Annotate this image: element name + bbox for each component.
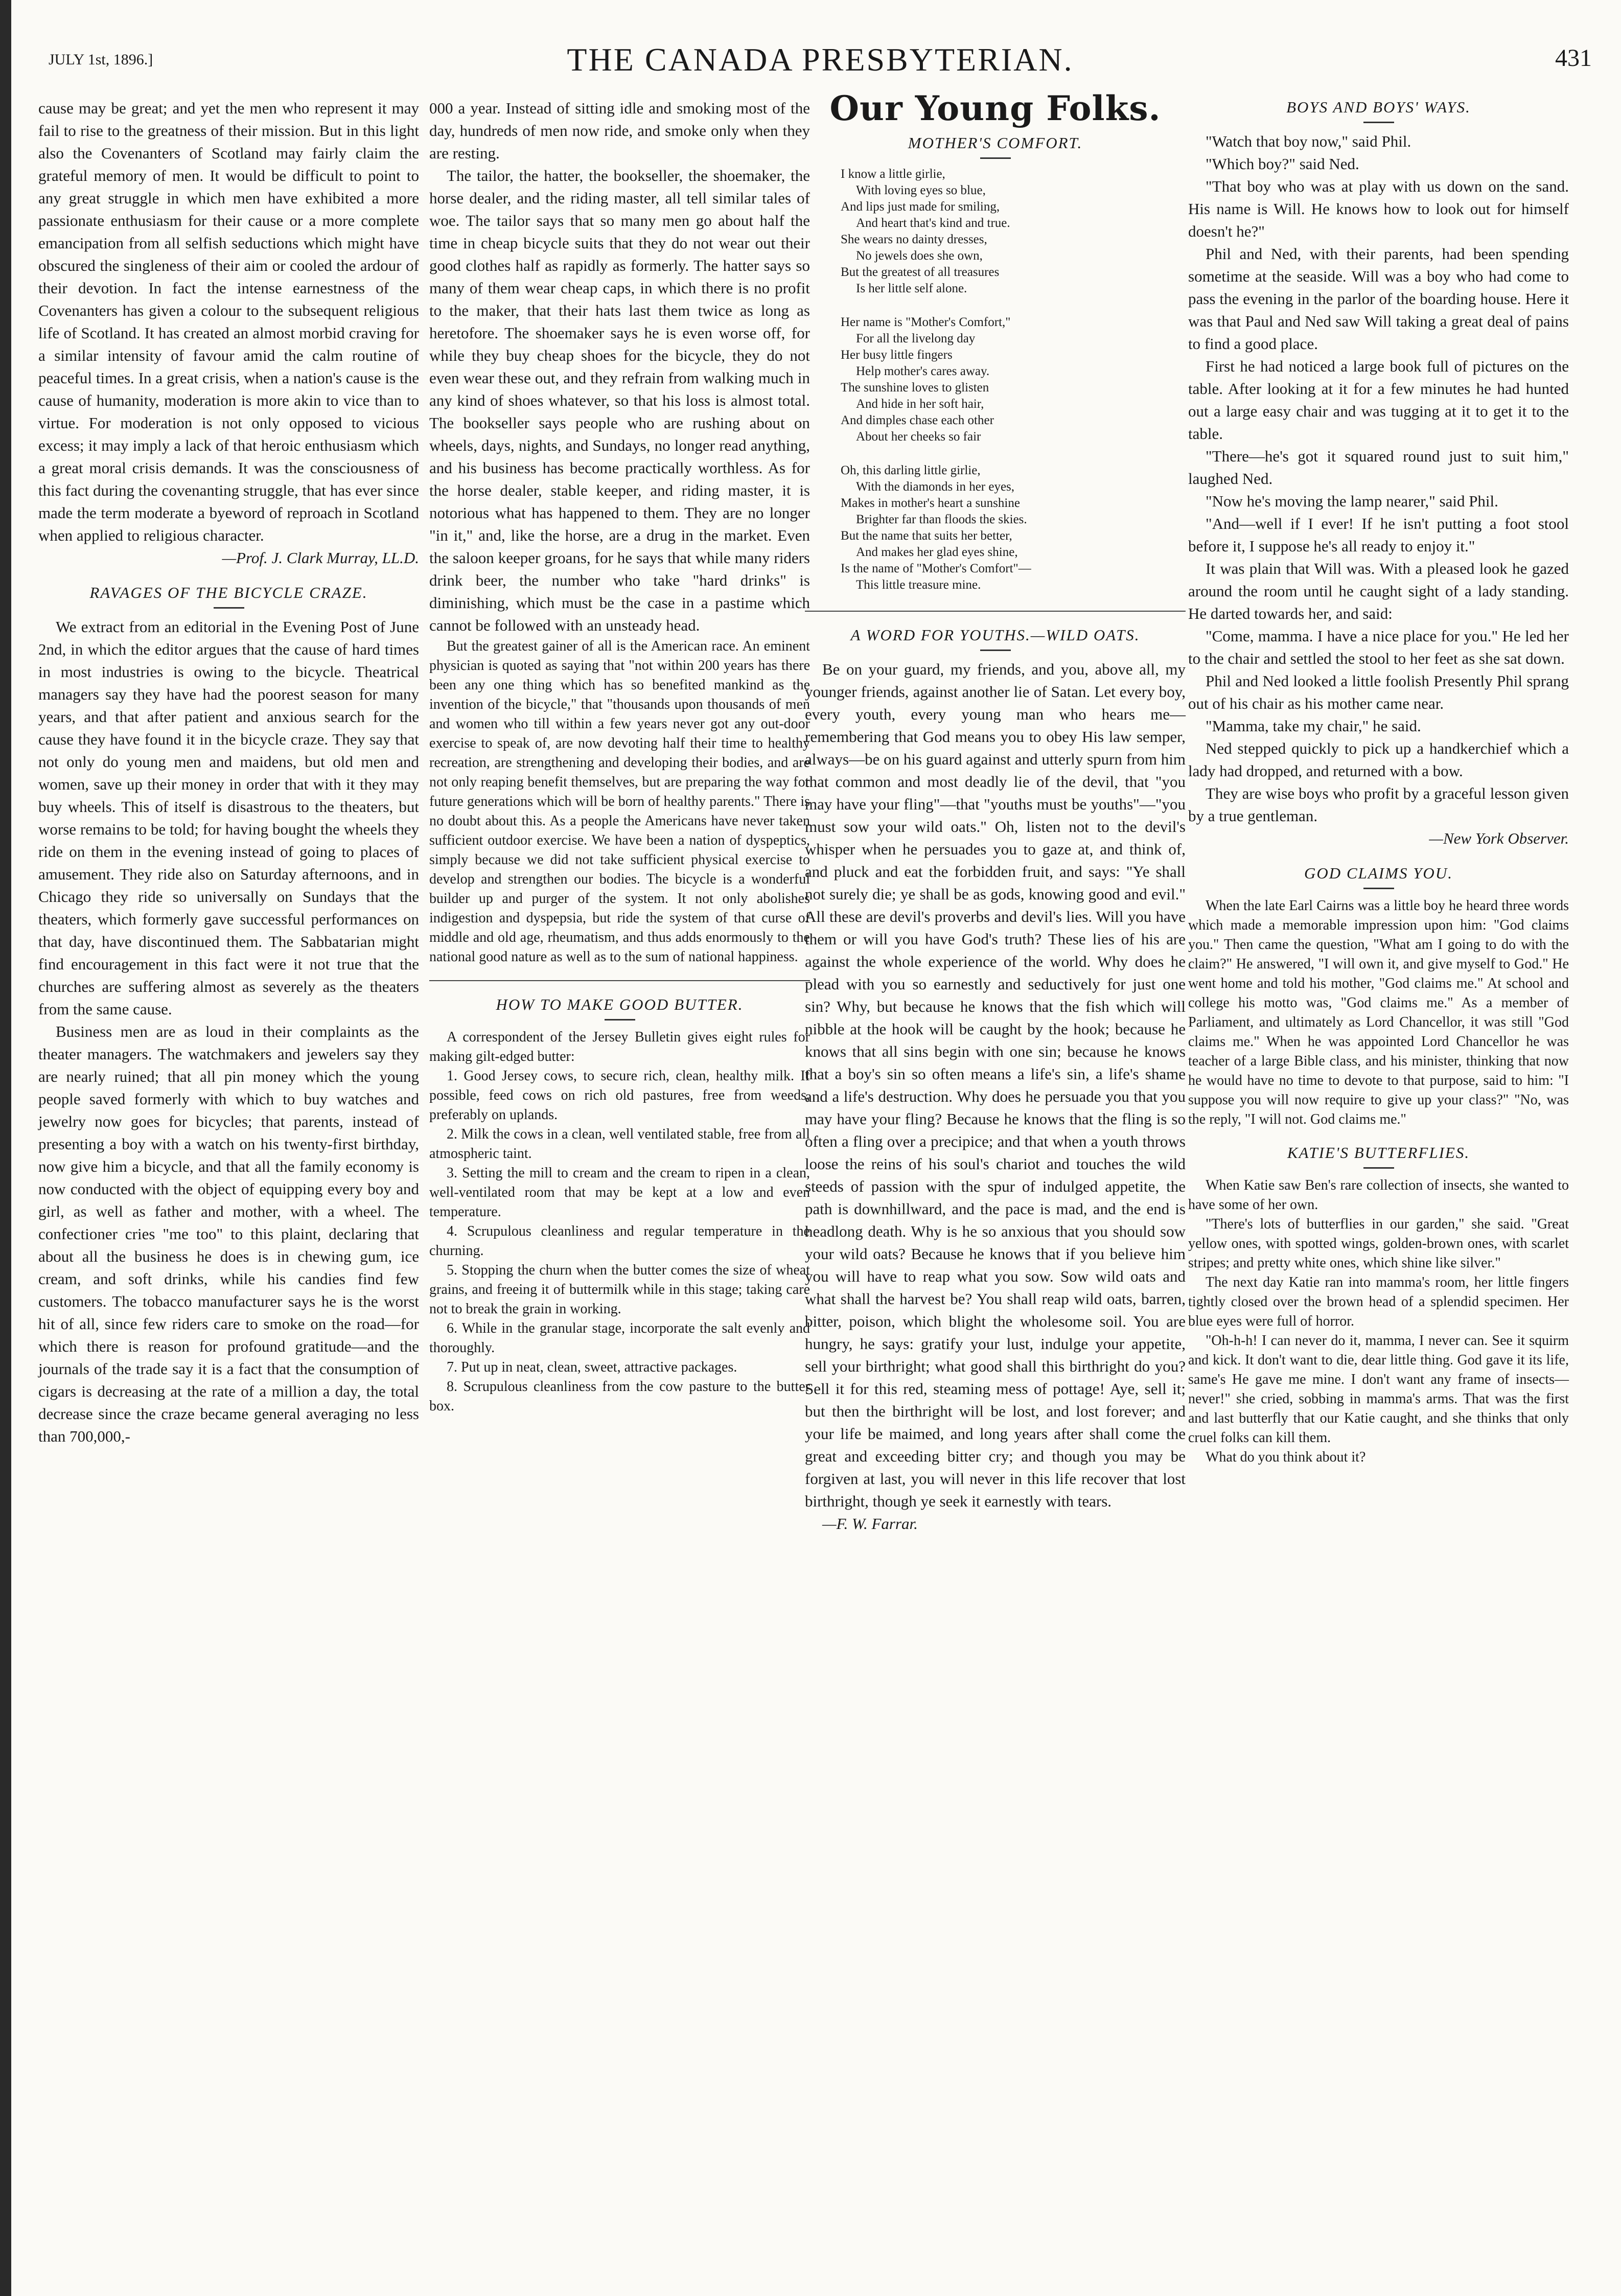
poem-line: This little treasure mine. [856, 578, 981, 592]
butter-intro: A correspondent of the Jersey Bulletin gives eight rules for making gilt-edged butter: [429, 1029, 810, 1064]
bicycle-paragraph-5: But the greatest gainer of all is the American race. An eminent physician is quoted as saying that "not within 200 years has there been any one thing which has so benefited mankind as the invention of the bicycle," that "thousands upon thousands of men and women who till within a few years never got any out-door exercise to speak of, are now devoting half their time to healthy recreation, are strengthening and developing their bodies, and are not only reaping benefit themselves, but are preparing the way for future generations which will be born of healthy parents." There is no doubt about this. As a people the Americans have never taken sufficient outdoor exercise. We have been a nation of dyspeptics, simply because we did not take sufficient physical exercise to develop and strengthen our bodies. The bicycle is a wonderful builder up and purger of the system. It not only abolishes indigestion and dyspepsia, but ride the system of that curse of middle and old age, rheumatism, and thus adds enormously to the national good nature as well as to the sum of national happiness. [429, 638, 810, 965]
poem-line: Her busy little fingers [841, 348, 953, 362]
heading-dash [605, 1019, 635, 1021]
column-4 [1188, 97, 1569, 1467]
butter-heading: HOW TO MAKE GOOD BUTTER. [496, 995, 744, 1013]
poem [805, 166, 1186, 593]
butterflies-paragraph: What do you think about it? [1206, 1449, 1366, 1465]
poem-line: And makes her glad eyes shine, [856, 545, 1018, 559]
heading-dash [980, 650, 1011, 651]
poem-line: Is the name of "Mother's Comfort"— [841, 562, 1031, 575]
boys-heading: BOYS AND BOYS' WAYS. [1286, 98, 1471, 116]
covenanters-paragraph: cause may be great; and yet the men who represent it may fail to rise to the greatness of their mission. But in this light also the Covenanters of Scotland may fairly claim the grateful memory of men. It would be difficult to point to any great struggle in which men have exhibited a more passionate enthusiasm for their cause or a more complete emancipation from all selfish seductions which might have obscured the singleness of their aim or cooled the ardour of their devotion. In fact the intense earnestness of the Covenanters has given a colour to the subsequent religious life of Scotland. It has created an almost morbid craving for a similar intensity of favour amid the calm routine of peaceful times. In a great crisis, when a nation's cause is the cause of humanity, moderation is more akin to vice than to virtue. For moderation is not only opposed to vicious excess; it may imply a lack of that heroic enthusiasm which a great moral crisis demands. It was the consciousness of this fact during the covenanting struggle, that has ever since made the term moderate a byeword of reproach in Scotland when applied to religious character. [38, 99, 419, 544]
poem-line: With loving eyes so blue, [856, 183, 986, 197]
poem-stanza-3 [841, 462, 1186, 593]
column-1 [38, 97, 419, 1448]
poem-line: Oh, this darling little girlie, [841, 463, 981, 477]
heading-dash [214, 607, 244, 609]
boys-paragraph: They are wise boys who profit by a graceful lesson given by a true gentleman. [1188, 784, 1569, 825]
poem-line: And dimples chase each other [841, 413, 994, 427]
poem-line: Her name is "Mother's Comfort," [841, 315, 1011, 329]
poem-line: I know a little girlie, [841, 167, 945, 181]
bicycle-paragraph-3: 000 a year. Instead of sitting idle and smoking most of the day, hundreds of men now ride, and smoke only when they are resting. [429, 99, 810, 162]
boys-paragraph: "Mamma, take my chair," he said. [1206, 717, 1421, 735]
boys-paragraph: First he had noticed a large book full of pictures on the table. After looking at it for a few minutes he had hunted out a large easy chair and was tugging at it to get it to the table. [1188, 357, 1569, 443]
poem-line: Brighter far than floods the skies. [856, 513, 1027, 526]
heading-dash [1363, 888, 1394, 889]
poem-line: She wears no dainty dresses, [841, 233, 987, 246]
section-banner: Our Young Folks. [829, 88, 1161, 128]
butterflies-paragraph: "There's lots of butterflies in our garden," she said. "Great yellow ones, with spotted wings, golden-brown ones, with scarlet stripes; and pretty white ones, which shine like silver." [1188, 1216, 1569, 1271]
poem-line: Is her little self alone. [856, 282, 967, 295]
issue-date: JULY 1st, 1896.] [49, 51, 153, 68]
poem-line: Makes in mother's heart a sunshine [841, 496, 1020, 510]
bicycle-paragraph-2: Business men are as loud in their complaints as the theater managers. The watchmakers and jewelers say they are nearly ruined; that all pin money which the young people saved formerly with which to buy watches and jewelry now goes for bicycles; that parents, instead of presenting a boy with a watch on his twenty-first birthday, now give him a bicycle, and that all the family economy is now conducted with the object of equipping every boy and girl, as well as father and mother, with a wheel. The confectioner cries "me too" to this plaint, declaring that about all the business he does is in chewing gum, ice cream, and soft drinks, while his candies find few customers. The tobacco manufacturer says he is the worst hit of all, since few riders care to smoke on the road—for which there is reason for profound gratitude—and the journals of the trade say it is a fact that the consumption of cigars is decreasing at the rate of a million a day, the total decrease since the craze became general averaging no less than 700,000,- [38, 1023, 419, 1445]
poem-line: Help mother's cares away. [856, 364, 990, 378]
boys-paragraph: Phil and Ned, with their parents, had been spending sometime at the seaside. Will was a boy who had come to pass the evening in the parlor of the boarding house. Here it was that Paul and Ned saw Will taking a great deal of pains to find a good place. [1188, 245, 1569, 353]
boys-paragraph: "Watch that boy now," said Phil. [1206, 132, 1411, 150]
boys-paragraph: It was plain that Will was. With a pleased look he gazed around the room until he caught sight of a lady standing. He darted towards her, and said: [1188, 560, 1569, 622]
wild-oats-heading: A WORD FOR YOUTHS.—WILD OATS. [850, 626, 1140, 644]
butterflies-paragraph: When Katie saw Ben's rare collection of insects, she wanted to have some of her own. [1188, 1177, 1569, 1213]
butter-rule-2: 2. Milk the cows in a clean, well ventilated stable, free from all atmospheric taint. [429, 1126, 810, 1162]
god-claims-paragraph: When the late Earl Cairns was a little boy he heard three words which made a memorable impression upon him: "God claims you." Then came the question, "What am I going to do with the claim?" He answered, "I will own it, and give myself to God." He went home and told his mother, "God claims me." At school and college his motto was, "God claims me." As a member of Parliament, and ultimately as Lord Chancellor, it was still "God claims me." When he was appointed Lord Chancellor he was teacher of a large Bible class, and his minister, thinking that now he would have no time to devote to that purpose, said to him: "I suppose you will now require to give up your class?" "No, was the reply, "I will not. God claims me." [1188, 898, 1569, 1127]
bicycle-heading: RAVAGES OF THE BICYCLE CRAZE. [89, 584, 368, 601]
heading-dash [1363, 122, 1394, 123]
bicycle-paragraph-1: We extract from an editorial in the Evening Post of June 2nd, in which the editor argues that the cause of hard times in most industries is owing to the bicycle. Theatrical managers say they have had the poorest season for many years, and that after patient and anxious search for the cause they have found it in the bicycle craze. They say that not only do young men and maidens, but old men and women, save up their money in order that with it they may buy wheels. This of itself is disastrous to the theaters, but worse remains to be told; for having bought the wheels they ride on them in the evening instead of going to places of amusement. They ride also on Saturday afternoons, and in Chicago they ride so universally on Sundays that the theaters, which formerly gave successful performances on that day, have discontinued them. The Sabbatarian might find encouragement in this fact were it not true that the churches are suffering almost as severely as the theaters from the same cause. [38, 618, 419, 1018]
column-2 [429, 97, 810, 1416]
butter-rule-6: 6. While in the granular stage, incorporate the salt evenly and thoroughly. [429, 1320, 810, 1356]
poem-line: And lips just made for smiling, [841, 200, 1000, 214]
poem-line: About her cheeks so fair [856, 430, 981, 444]
poem-title: MOTHER'S COMFORT. [908, 134, 1083, 152]
butter-rule-5: 5. Stopping the churn when the butter comes the size of wheat grains, and freeing it of buttermilk while in this stage; taking care not to break the grain in working. [429, 1262, 810, 1317]
butterflies-paragraph: The next day Katie ran into mamma's room, her little fingers tightly closed over the brown head of a splendid specimen. Her blue eyes were full of horror. [1188, 1274, 1569, 1329]
boys-paragraph: "Which boy?" said Ned. [1206, 155, 1359, 173]
boys-paragraph: Phil and Ned looked a little foolish Presently Phil sprang out of his chair as his mother came near. [1188, 672, 1569, 712]
poem-stanza-2 [841, 314, 1186, 445]
god-claims-heading: GOD CLAIMS YOU. [1304, 864, 1453, 882]
covenanters-signature: —Prof. J. Clark Murray, LL.D. [222, 549, 419, 567]
newspaper-title: THE CANADA PRESBYTERIAN. [567, 41, 1074, 78]
butter-rule-8: 8. Scrupulous cleanliness from the cow pasture to the butter box. [429, 1379, 810, 1414]
poem-line: For all the livelong day [856, 332, 976, 345]
poem-line: No jewels does she own, [856, 249, 983, 263]
poem-line: But the name that suits her better, [841, 529, 1012, 543]
masthead [49, 41, 1592, 82]
butter-rule-4: 4. Scrupulous cleanliness and regular temperature in the churning. [429, 1223, 810, 1259]
butter-rule-3: 3. Setting the mill to cream and the cream to ripen in a clean, well-ventilated room that may be kept at a low and even temperature. [429, 1165, 810, 1220]
boys-paragraph: "Now he's moving the lamp nearer," said Phil. [1206, 492, 1498, 510]
poem-line: And heart that's kind and true. [856, 216, 1010, 230]
butter-rule-1: 1. Good Jersey cows, to secure rich, clean, healthy milk. If possible, feed cows on rich old pastures, free from weeds, preferably on uplands. [429, 1068, 810, 1123]
binding-edge [0, 0, 11, 2296]
heading-dash [1363, 1167, 1394, 1169]
poem-line: The sunshine loves to glisten [841, 381, 989, 395]
boys-paragraph: "There—he's got it squared round just to suit him," laughed Ned. [1188, 447, 1569, 488]
bicycle-paragraph-4: The tailor, the hatter, the bookseller, the shoemaker, the horse dealer, and the riding master, all tell similar tales of woe. The tailor says that so many men go about half the time in cheap bicycle suits that they do not wear out their good clothes half as rapidly as formerly. The hatter says so many of them wear cheap caps, in which there is no profit to the maker, that their hats last them twice as long as heretofore. The shoemaker says he is even worse off, for while they buy cheap shoes for the bicycle, they do not even wear these out, and they refrain from walking much in any kind of shoes whatever, so that his loss is almost total. The bookseller says people who are rushing about on wheels, days, nights, and Sundays, no longer read anything, and his business has become practically worthless. As for the horse dealer, stable keeper, and riding master, it is notorious what has happened to them. They are no longer "in it," and, like the horse, are a drug in the market. Even the saloon keeper groans, for he says that while many riders drink beer, the number who take "hard drinks" is diminishing, which must be the case in a pastime which cannot be followed with an unsteady head. [429, 167, 810, 634]
heading-dash [980, 157, 1011, 159]
wild-oats-paragraph: Be on your guard, my friends, and you, above all, my younger friends, against another lie of Satan. Let every boy, every youth, every young man who hears me—remembering that God means you to obey His law semper, always—be on his guard against and utterly spurn from him that common and most deadly lie of the devil, that "you may have your fling"—that "youths must be youths"—"you must sow your wild oats." Oh, listen not to the devil's whisper when he persuades you to gaze at, and think of, and pluck and eat the forbidden fruit, and says: "Ye shall not surely die; ye shall be as gods, knowing good and evil." All these are devil's proverbs and devil's lies. Will you have them or will you have God's truth? These lies of his are against the whole experience of the world. Why does he plead with you so earnestly and seductively for just one sin? Why, but because he knows that the fish which will nibble at the hook will be caught by the hook; because he knows that all sins begin with one sin; because he knows that a boy's sin so often means a life's sin, a life's shame and a life's destruction. Why does he persuade you that you may have your fling? Because he knows that the fling is so often a fling over a precipice; and that when a youth throws loose the reins of his soul's chariot and touches the wild steeds of passion with the spur of indulged appetite, the path is downhillward, and the pace is mad, and the end is headlong death. Why is he so anxious that you should sow your wild oats? Because he knows that if you believe him you will have to reap what you sow. Sow wild oats and what shall the harvest be? You shall reap wild oats, barren, bitter, poison, which blight the wholesome soil. You are hungry, he says: gratify your lust, indulge your appetite, sell your birthright; what good shall this birthright do you? Sell it for this red, steaming mess of pottage! Aye, sell it; but then the birthright will be lost, and lost forever; and your life be maimed, and long years after shall come the great and exceeding bitter cry; and though you may be forgiven at last, you will never in this life recover that lost birthright, though ye seek it earnestly with tears. [805, 660, 1186, 1510]
section-rule [805, 611, 1186, 612]
boys-paragraph: Ned stepped quickly to pick up a handkerchief which a lady had dropped, and returned with a bow. [1188, 739, 1569, 780]
column-3 [805, 88, 1186, 1535]
poem-line: And hide in her soft hair, [856, 397, 984, 411]
boys-paragraph: "Come, mamma. I have a nice place for you." He led her to the chair and settled the stool to her feet as she sat down. [1188, 627, 1569, 667]
page-number: 431 [1555, 44, 1592, 72]
boys-signature: —New York Observer. [1429, 829, 1569, 847]
butterflies-paragraph: "Oh-h-h! I can never do it, mamma, I never can. See it squirm and kick. It don't want to die, dear little thing. God gave it its life, same's He gave me mine. I don't want any frame of insects—never!" she cried, sobbing in mamma's arms. That was the first and last butterfly that our Katie caught, and she thinks that only cruel folks can kill them. [1188, 1333, 1569, 1446]
butter-rule-7: 7. Put up in neat, clean, sweet, attractive packages. [447, 1359, 737, 1375]
poem-line: But the greatest of all treasures [841, 265, 1000, 279]
butterflies-heading: KATIE'S BUTTERFLIES. [1287, 1144, 1470, 1162]
poem-stanza-1 [841, 166, 1186, 297]
wild-oats-signature: —F. W. Farrar. [822, 1515, 918, 1533]
section-rule [429, 980, 810, 981]
boys-paragraph: "And—well if I ever! If he isn't putting a foot stool before it, I suppose he's all ready to enjoy it." [1188, 515, 1569, 555]
poem-line: With the diamonds in her eyes, [856, 480, 1015, 494]
boys-paragraph: "That boy who was at play with us down on the sand. His name is Will. He knows how to look out for himself doesn't he?" [1188, 177, 1569, 240]
